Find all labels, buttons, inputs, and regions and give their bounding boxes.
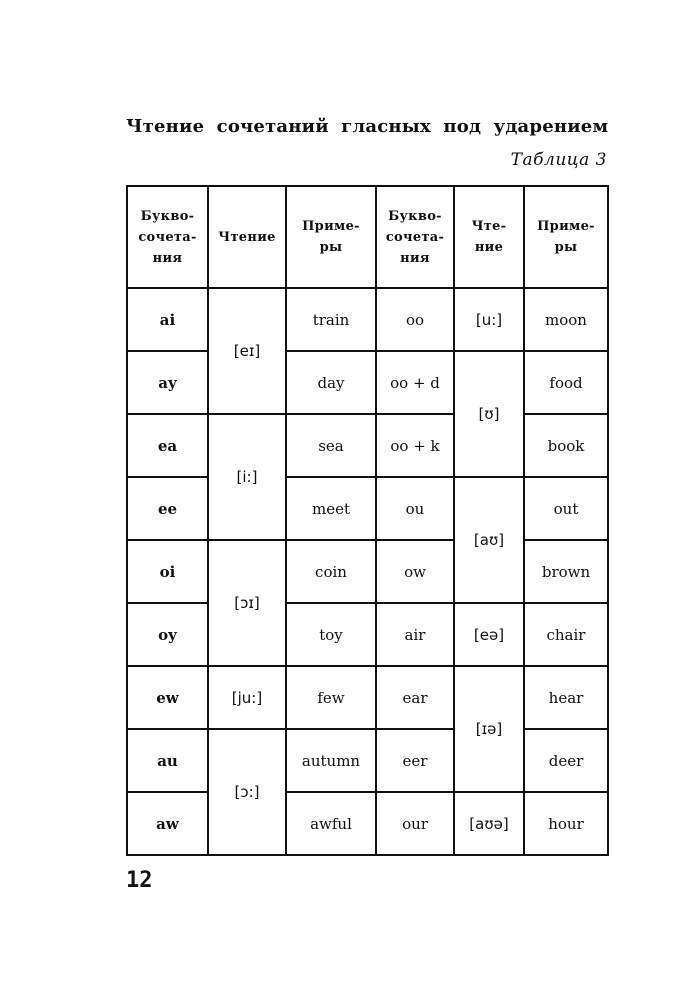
header-line: ния	[400, 250, 430, 266]
header-reading	[454, 186, 524, 288]
letter-cell: ee	[127, 477, 208, 540]
table-row	[127, 288, 608, 351]
reading-cell: [i:]	[208, 414, 286, 540]
example-cell: chair	[524, 603, 608, 666]
header-examples	[286, 186, 376, 288]
header-line: Приме-	[302, 219, 360, 234]
table-row	[127, 351, 608, 414]
letter-cell: ea	[127, 414, 208, 477]
header-examples	[524, 186, 608, 288]
header-line: ние	[474, 240, 504, 255]
example-cell: train	[286, 288, 376, 351]
letter-cell: oo + k	[376, 414, 454, 477]
table-row	[127, 666, 608, 729]
page-title: Чтение сочетаний гласных под ударением	[126, 116, 609, 137]
example-cell: food	[524, 351, 608, 414]
letter-cell: ew	[127, 666, 208, 729]
example-cell: day	[286, 351, 376, 414]
header-line: сочета-	[138, 229, 197, 245]
example-cell: awful	[286, 792, 376, 855]
table-row	[127, 603, 608, 666]
letter-cell: ou	[376, 477, 454, 540]
reading-cell: [aʊ]	[454, 477, 524, 603]
example-cell: hear	[524, 666, 608, 729]
letter-cell: our	[376, 792, 454, 855]
example-cell: book	[524, 414, 608, 477]
example-cell: moon	[524, 288, 608, 351]
table-header-row	[127, 186, 608, 288]
header-line: Приме-	[537, 219, 595, 234]
letter-cell: air	[376, 603, 454, 666]
table-row	[127, 540, 608, 603]
header-line: ры	[554, 240, 578, 255]
table-caption: Таблица 3	[510, 150, 607, 170]
table-row	[127, 729, 608, 792]
header-line: Букво-	[388, 208, 442, 224]
header-letter-combinations	[376, 186, 454, 288]
letter-cell: oo	[376, 288, 454, 351]
header-line: ры	[319, 240, 343, 255]
letter-cell: oy	[127, 603, 208, 666]
reading-cell: [ɔ:]	[208, 729, 286, 855]
table-row	[127, 792, 608, 855]
reading-cell: [ʊ]	[454, 351, 524, 477]
header-line: сочета-	[385, 229, 445, 245]
letter-cell: eer	[376, 729, 454, 792]
example-cell: hour	[524, 792, 608, 855]
header-letter-combinations	[127, 186, 208, 288]
letter-cell: oo + d	[376, 351, 454, 414]
reading-cell: [ɪə]	[454, 666, 524, 792]
vowel-combinations-table	[126, 185, 609, 856]
letter-cell: oi	[127, 540, 208, 603]
reading-cell: [eɪ]	[208, 288, 286, 414]
example-cell: meet	[286, 477, 376, 540]
reading-cell: [ɔɪ]	[208, 540, 286, 666]
reading-cell: [aʊə]	[454, 792, 524, 855]
letter-cell: ai	[127, 288, 208, 351]
header-line: Букво-	[140, 208, 195, 224]
reading-cell: [u:]	[454, 288, 524, 351]
header-reading	[208, 186, 286, 288]
example-cell: few	[286, 666, 376, 729]
example-cell: toy	[286, 603, 376, 666]
page-number: 12	[126, 868, 153, 893]
header-line: ния	[152, 250, 183, 266]
letter-cell: au	[127, 729, 208, 792]
table-row	[127, 414, 608, 477]
example-cell: out	[524, 477, 608, 540]
example-cell: brown	[524, 540, 608, 603]
letter-cell: ow	[376, 540, 454, 603]
header-line: Чтение	[218, 229, 276, 245]
reading-cell: [ju:]	[208, 666, 286, 729]
example-cell: sea	[286, 414, 376, 477]
header-line: Чте-	[471, 219, 507, 234]
example-cell: deer	[524, 729, 608, 792]
reading-cell: [eə]	[454, 603, 524, 666]
table-row	[127, 477, 608, 540]
letter-cell: ay	[127, 351, 208, 414]
letter-cell: ear	[376, 666, 454, 729]
letter-cell: aw	[127, 792, 208, 855]
example-cell: coin	[286, 540, 376, 603]
example-cell: autumn	[286, 729, 376, 792]
